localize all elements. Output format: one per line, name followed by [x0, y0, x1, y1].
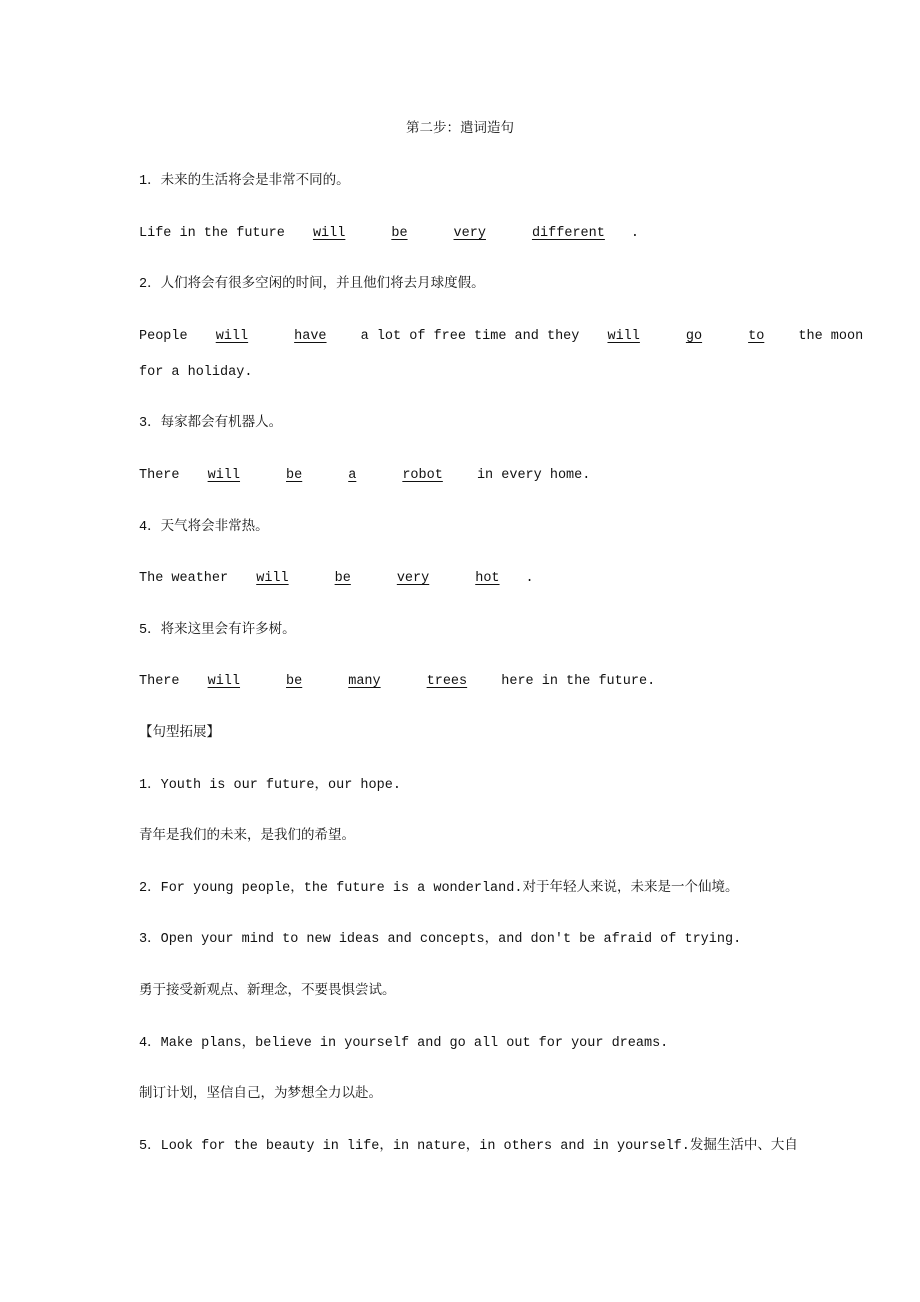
answer-word: be	[286, 674, 303, 690]
answer-blank	[236, 571, 308, 586]
expansion-line: 4．Make plans，believe in yourself and go all out for your dreams.	[139, 1035, 669, 1051]
answer-blank	[196, 329, 268, 344]
answer-blank	[587, 329, 659, 344]
answer-blank	[728, 329, 784, 344]
sentence-text: .	[630, 225, 639, 241]
answer-word: trees	[426, 674, 468, 690]
expansion-heading: 【句型拓展】	[139, 726, 220, 741]
answer-blank	[266, 468, 322, 483]
expansion-line: 勇于接受新观点、新理念，不要畏惧尝试。	[139, 984, 396, 999]
sentence-text: the moon	[790, 328, 864, 344]
answer-word: a	[348, 468, 357, 483]
answer-word: have	[294, 328, 327, 344]
exercise-prompt: 3．每家都会有机器人。	[139, 416, 283, 432]
exercise-sentence	[139, 466, 590, 486]
exercise-sentence-continued: for a holiday.	[139, 364, 253, 380]
exercise-sentence	[139, 569, 534, 589]
answer-word: will	[207, 674, 241, 690]
exercise-prompt: 1．未来的生活将会是非常不同的。	[139, 174, 350, 189]
answer-blank	[371, 226, 427, 241]
answer-blank	[188, 674, 260, 689]
answer-word: very	[396, 571, 430, 587]
exercise-sentence	[139, 672, 655, 692]
answer-word: be	[286, 468, 303, 483]
answer-word: be	[391, 225, 408, 241]
answer-word: go	[685, 328, 703, 344]
answer-blank	[455, 571, 519, 586]
answer-blank	[266, 674, 322, 689]
answer-blank	[512, 226, 625, 241]
answer-blank	[382, 468, 463, 483]
answer-word: will	[215, 328, 249, 344]
expansion-line: 5．Look for the beauty in life，in nature，in others and in yourself.发掘生活中、大自	[139, 1138, 798, 1154]
sentence-text: The weather	[139, 571, 237, 587]
answer-word: different	[531, 225, 605, 241]
expansion-line: 2．For young people，the future is a wonderland.对于年轻人来说，未来是一个仙境。	[139, 880, 739, 896]
sentence-text: in every home.	[468, 468, 591, 483]
answer-blank	[188, 468, 260, 483]
answer-word: will	[207, 468, 241, 483]
sentence-text: a lot of free time and they	[352, 328, 588, 344]
answer-blank	[328, 468, 376, 483]
sentence-text: here in the future.	[493, 674, 656, 690]
answer-blank	[407, 674, 488, 689]
sentence-text: People	[139, 328, 196, 344]
expansion-line: 1．Youth is our future，our hope.	[139, 777, 401, 793]
answer-blank	[377, 571, 449, 586]
answer-blank	[293, 226, 365, 241]
answer-word: will	[607, 328, 640, 344]
expansion-line: 制订计划，坚信自己，为梦想全力以赴。	[139, 1087, 382, 1103]
answer-word: many	[348, 674, 381, 690]
expansion-line: 青年是我们的未来，是我们的希望。	[139, 829, 355, 845]
exercise-prompt: 4．天气将会非常热。	[139, 519, 269, 535]
answer-word: will	[256, 571, 289, 587]
answer-blank	[274, 329, 346, 344]
page-title: 第二步：遣词造句	[406, 122, 514, 137]
expansion-line: 3．Open your mind to new ideas and concepts，and don't be afraid of trying.	[139, 932, 742, 948]
sentence-text: There	[139, 674, 188, 690]
answer-word: to	[748, 328, 765, 344]
exercise-sentence	[139, 224, 639, 244]
exercise-prompt: 5．将来这里会有许多树。	[139, 622, 296, 638]
answer-blank	[666, 329, 722, 344]
answer-blank	[315, 571, 371, 586]
answer-word: will	[312, 225, 346, 241]
sentence-text: There	[139, 468, 188, 483]
answer-word: be	[334, 571, 351, 587]
exercise-sentence	[139, 327, 863, 347]
answer-word: hot	[475, 571, 500, 587]
answer-blank	[328, 674, 400, 689]
sentence-text: .	[525, 571, 534, 587]
answer-word: very	[453, 225, 486, 241]
answer-word: robot	[402, 468, 443, 483]
exercise-prompt: 2．人们将会有很多空闲的时间，并且他们将去月球度假。	[139, 277, 485, 293]
answer-blank	[434, 226, 506, 241]
sentence-text: Life in the future	[139, 225, 293, 241]
